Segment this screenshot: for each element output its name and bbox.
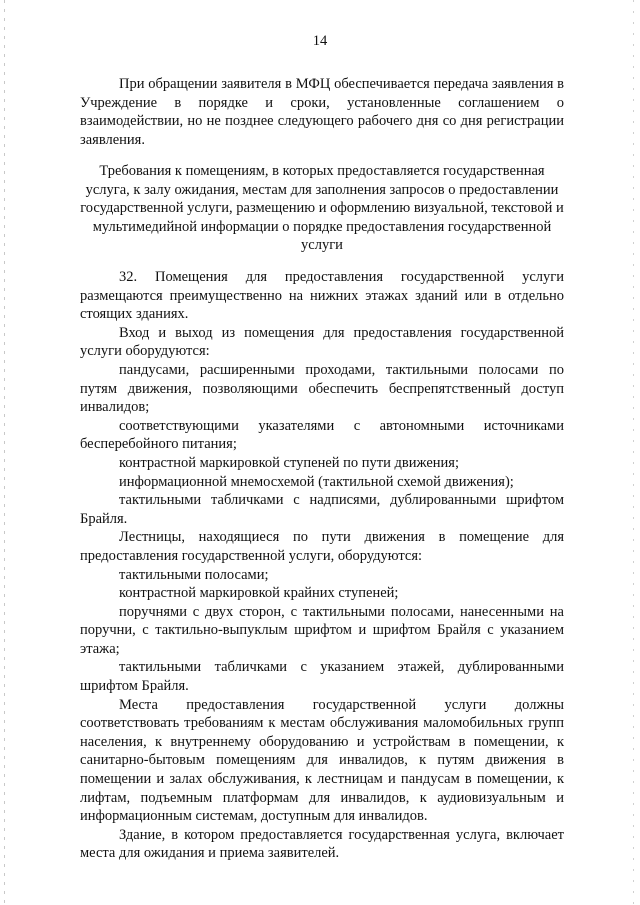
paragraph: соответствующими указателями с автономными источниками бесперебойного питания; [80,417,564,453]
paragraph: поручнями с двух сторон, с тактильными полосами, нанесенными на поручни, с тактильно-выпуклым шрифтом и шрифтом Брайля с указанием этажа; [80,603,564,657]
page-number: 14 [312,33,328,49]
paragraph: Здание, в котором предоставляется государственная услуга, включает места для ожидания и приема заявителей. [80,826,564,862]
paragraph: Вход и выход из помещения для предоставления государственной услуги оборудуются: [80,324,564,360]
section-heading-block [80,162,564,255]
paragraph: информационной мнемосхемой (тактильной схемой движения); [119,473,514,490]
intro-paragraph: При обращении заявителя в МФЦ обеспечивается передача заявления в Учреждение в порядке и сроки, установленные соглашением о взаимодействии, но не позднее следующего рабочего дня со дня регистрации заявления. [80,76,564,148]
body-text [80,268,564,863]
paragraph: тактильными полосами; [119,566,269,583]
scan-edge-left [4,0,5,905]
paragraph: контрастной маркировкой ступеней по пути движения; [119,454,459,471]
paragraph: Места предоставления государственной услуги должны соответствовать требованиям к местам обслуживания маломобильных групп населения, к внутреннему оборудованию и устройствам в помещении, к санитарно-бытовым помещениям для инвалидов, к путям движения в помещении и залах обслуживания, к лестницам и пандусам в помещении, к лифтам, подъемным платформам для инвалидов, к аудиовизуальным и информационным системам, доступным для инвалидов. [80,696,564,825]
intro-block [80,75,564,149]
paragraph: контрастной маркировкой крайних ступеней; [119,585,399,602]
paragraph: тактильными табличками с надписями, дублированными шрифтом Брайля. [80,492,564,527]
paragraph: Лестницы, находящиеся по пути движения в помещение для предоставления государственной услуги, оборудуются: [80,529,564,564]
scan-edge-right [633,0,634,905]
paragraph: 32. Помещения для предоставления государственной услуги размещаются преимущественно на нижних этажах зданий или в отдельно стоящих зданиях. [80,269,564,323]
section-heading: Требования к помещениям, в которых предоставляется государственная услуга, к залу ожидания, местам для заполнения запросов о предоставлении государственной услуги, размещению и оформлению визуальной, текстовой и мультимедийной информации о порядке предоставления государственной услуги [80,163,564,254]
paragraph: тактильными табличками с указанием этажей, дублированными шрифтом Брайля. [80,659,564,695]
paragraph: пандусами, расширенными проходами, тактильными полосами по путям движения, позволяющими обеспечить беспрепятственный доступ инвалидов; [80,361,564,416]
